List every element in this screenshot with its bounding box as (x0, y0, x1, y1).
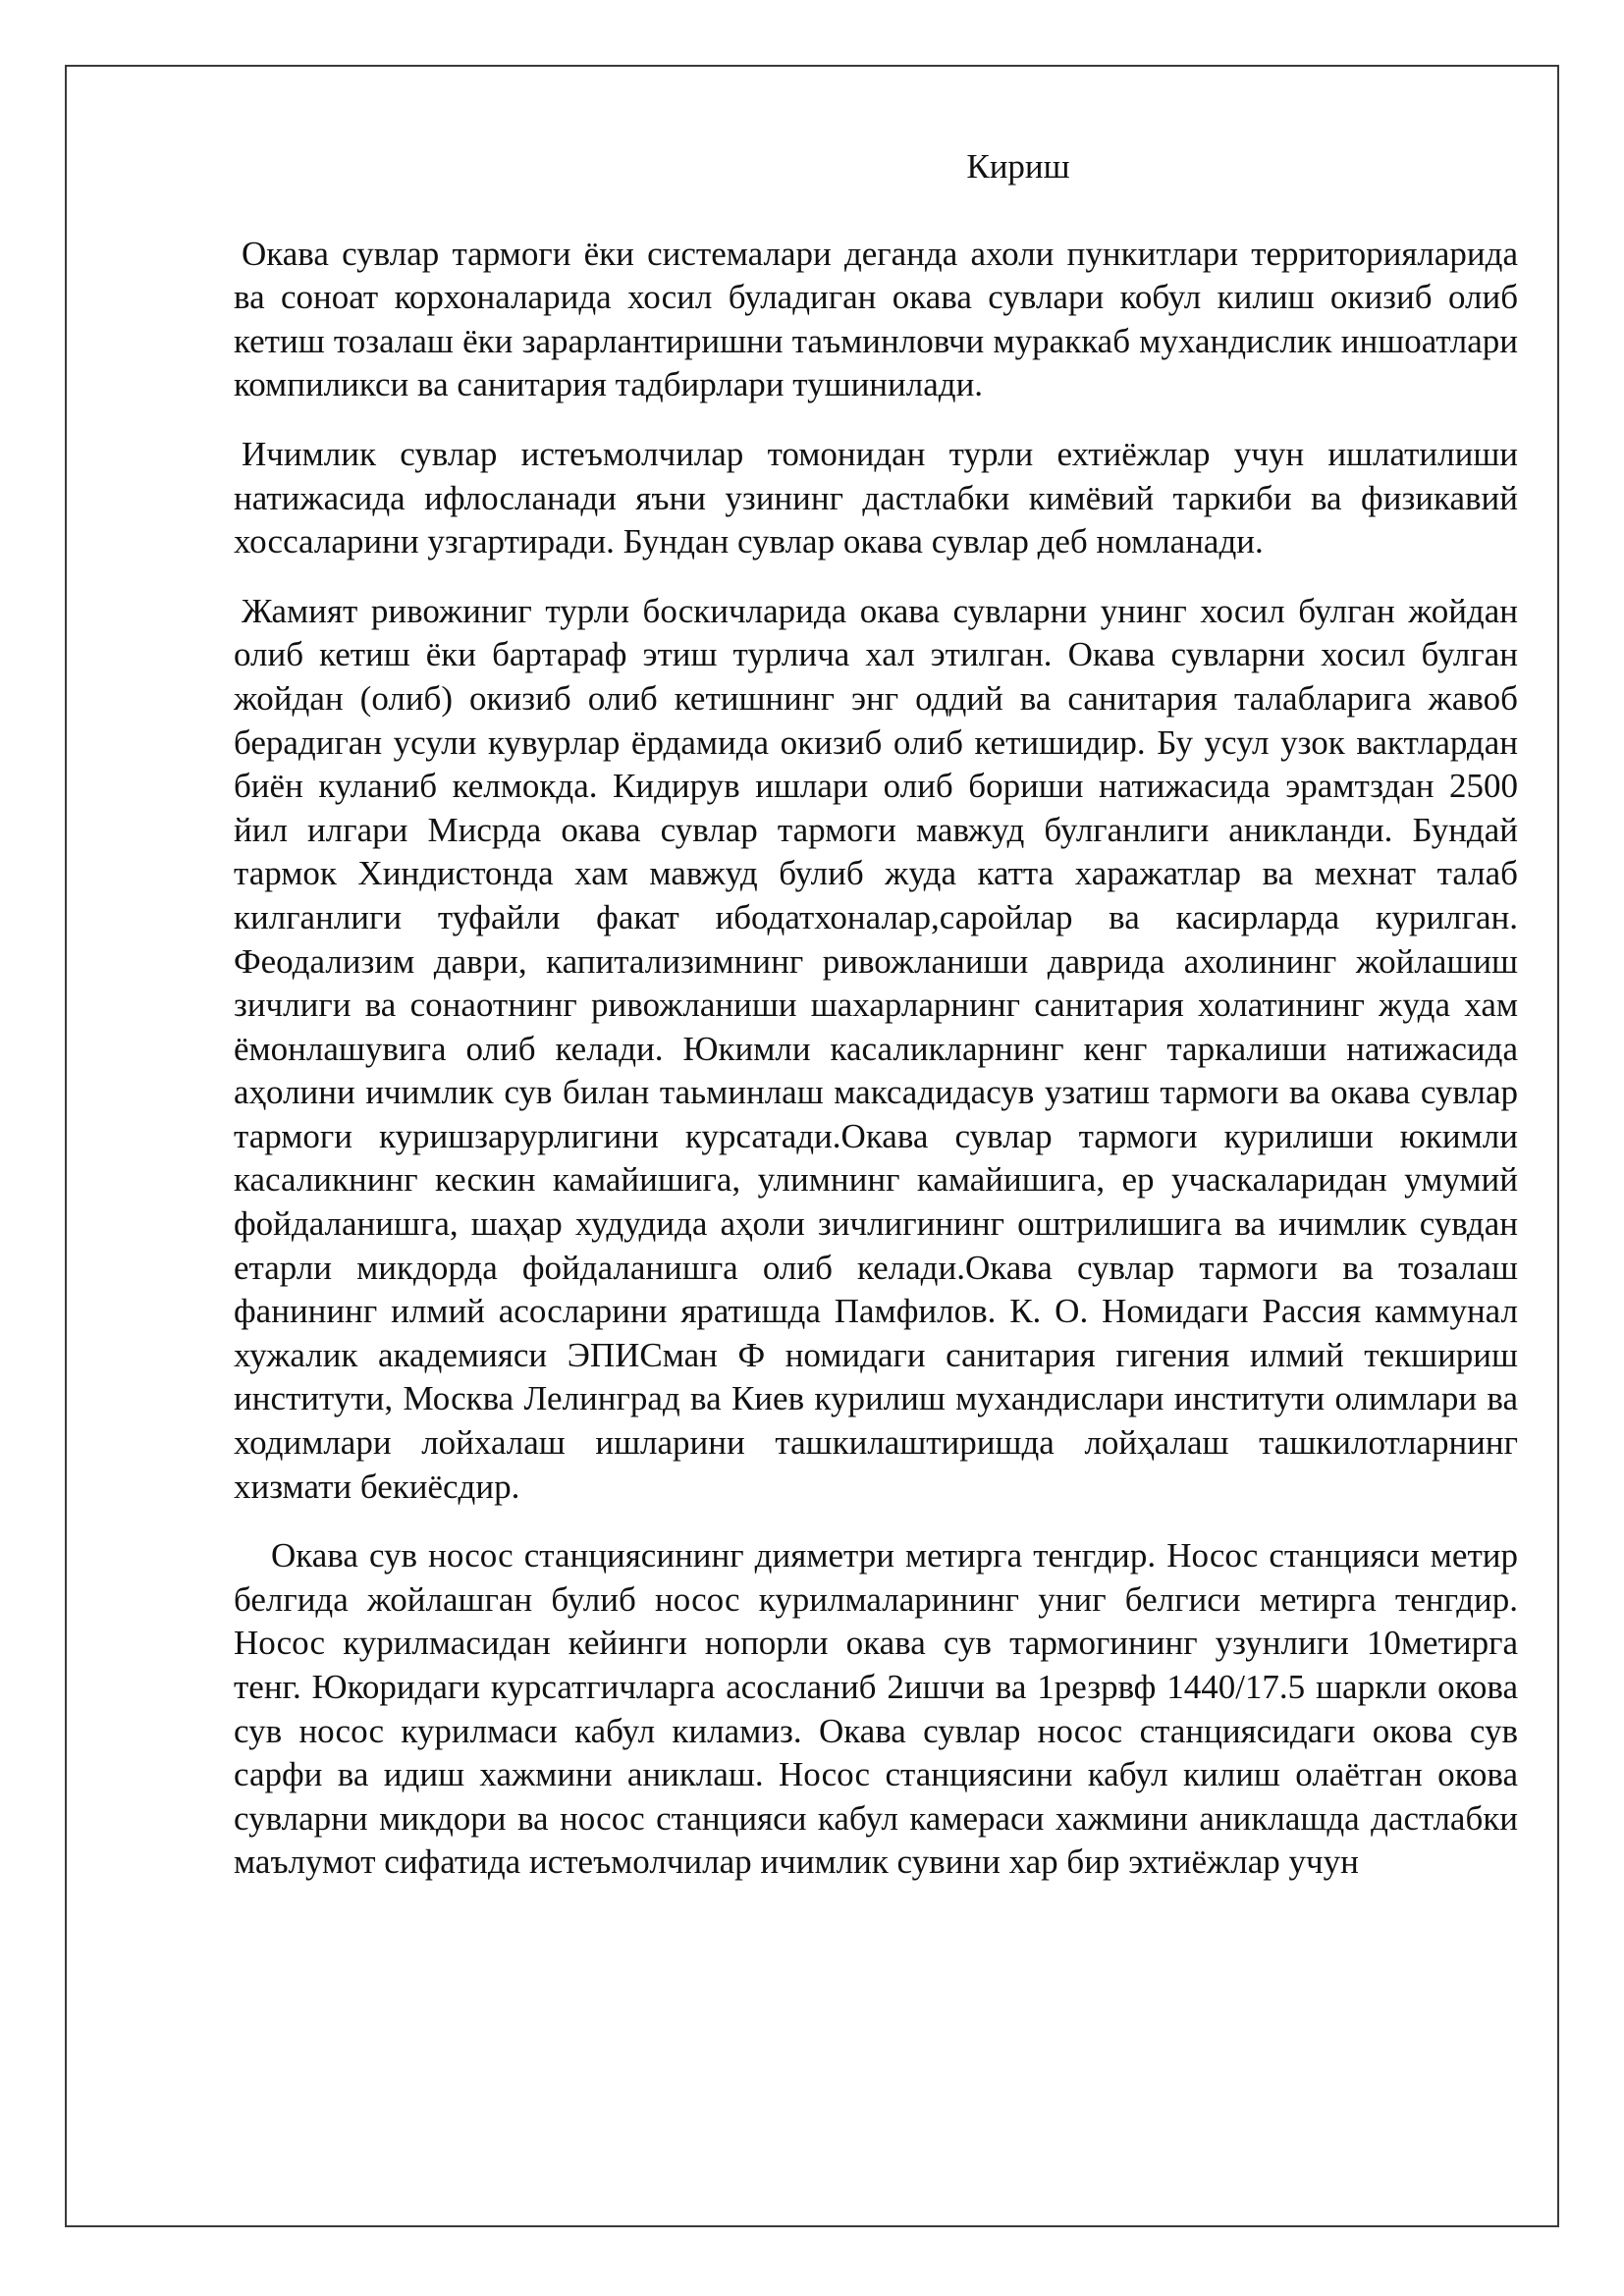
paragraph-2: Ичимлик сувлар истеъмолчилар томонидан турли ехтиёжлар учун ишлатилиши натижасида ифлосланади яъни узининг дастлабки кимёвий таркиби ва физикавий хоссаларини узгартиради. Бундан сувлар окава сувлар деб номланади. (234, 434, 1518, 561)
paragraph-4: Окава сув носос станциясининг дияметри метирга тенгдир. Носос станцияси метир белгида жойлашган булиб носос курилмаларининг униг белгиси метирга тенгдир. Носос курилмасидан кейинги нопорли окава сув тармогининг узунлиги 10метирга тенг. Юкоридаги курсатгичларга асосланиб 2ишчи ва 1резрвф 1440/17.5 шаркли окова сув носос курилмаси кабул киламиз. Окава сувлар носос станциясидаги окова сув сарфи ва идиш хажмини аниклаш. Носос станциясини кабул килиш олаётган окова сувларни микдори ва носос станцияси кабул камераси хажмини аниклашда дастлабки маълумот сифатида истеъмолчилар ичимлик сувини хар бир эхтиёжлар учун (234, 1536, 1518, 1882)
paragraph-1: Окава сувлар тармоги ёки системалари деганда ахоли пункитлари территорияларида ва соноат корхоналарида хосил буладиган окава сувлари кобул килиш окизиб олиб кетиш тозалаш ёки зарарлантиришни таъминловчи мураккаб мухандислик иншоатлари компиликси ва санитария тадбирлари тушинилади. (234, 234, 1518, 404)
document-title: Кириш (966, 147, 1070, 186)
paragraph-3: Жамият ривожиниг турли боскичларида окава сувларни унинг хосил булган жойдан олиб кетиш ёки бартараф этиш турлича хал этилган. Окава сувларни хосил булган жойдан (олиб) окизиб олиб кетишнинг энг оддий ва санитария талабларига жавоб берадиган усули кувурлар ёрдамида окизиб олиб кетишидир. Бу усул узок вактлардан биён куланиб келмокда. Кидирув ишлари олиб бориши натижасида эрамтздан 2500 йил илгари Мисрда окава сувлар тармоги мавжуд булганлиги аникланди. Бундай тармок Хиндистонда хам мавжуд булиб жуда катта харажатлар ва мехнат талаб килганлиги туфайли факат ибодатхоналар,саройлар ва касирларда курилган. Феодализим даври, капитализимнинг ривожланиши даврида ахолининг жойлашиш зичлиги ва сонаотнинг ривожланиши шахарларнинг санитария холатининг жуда хам ёмонлашувига олиб келади. Юкимли касаликларнинг кенг таркалиши натижасида аҳолини ичимлик сув билан таьминлаш максадидасув узатиш тармоги ва окава сувлар тармоги куришзарурлигини курсатади.Окава сувлар тармоги курилиши юкимли касаликнинг кескин камайишига, улимнинг камайишига, ер учаскаларидан умумий фойдаланишга, шаҳар худудида аҳоли зичлигининг оштрилишига ва ичимлик сувдан етарли микдорда фойдаланишга олиб келади.Окава сувлар тармоги ва тозалаш фанининг илмий асосларини яратишда Памфилов. К. О. Номидаги Рассия каммунал хужалик академияси ЭПИСман Ф номидаги санитария гигения илмий текшириш институти, Москва Лелинград ва Киев курилиш мухандислари институти олимлари ва ходимлари лойхалаш ишларини ташкилаштиришда лойҳалаш ташкилотларнинг хизмати бекиёсдир. (234, 591, 1518, 1506)
document-body (234, 145, 1518, 1910)
